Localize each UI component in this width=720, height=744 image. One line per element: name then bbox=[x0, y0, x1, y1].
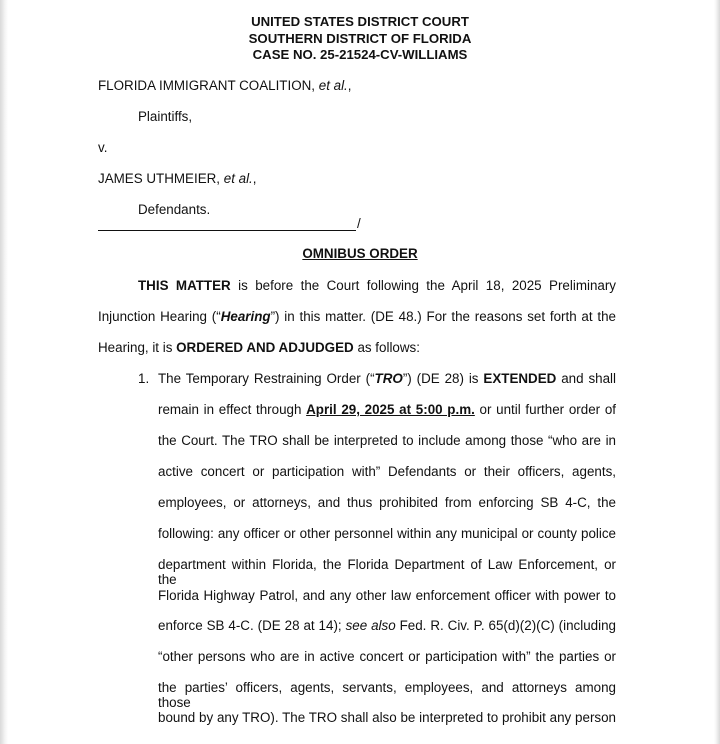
tro-term: TRO bbox=[374, 371, 403, 386]
defendant-line bbox=[98, 171, 257, 186]
item1-line-9 bbox=[158, 618, 616, 633]
defendant-tail: , bbox=[252, 171, 257, 186]
ordered-adjudged: ORDERED AND ADJUDGED bbox=[176, 340, 354, 355]
plaintiffs-label: Plaintiffs, bbox=[138, 109, 193, 124]
intro-text-3c: as follows: bbox=[353, 340, 420, 355]
item1-line-6: following: any officer or other personnel within any municipal or county police bbox=[158, 526, 616, 541]
expiry-date: April 29, 2025 at 5:00 p.m. bbox=[306, 402, 475, 417]
intro-line-3 bbox=[98, 340, 420, 355]
plaintiff-tail: , bbox=[347, 78, 352, 93]
item1-text-9c: Fed. R. Civ. P. 65(d)(2)(C) (including bbox=[395, 618, 616, 633]
district-name: SOUTHERN DISTRICT OF FLORIDA bbox=[248, 30, 472, 46]
plaintiff-line bbox=[98, 78, 352, 93]
see-also: see also bbox=[345, 618, 396, 633]
case-caption bbox=[0, 14, 720, 64]
item1-line-5: employees, or attorneys, and thus prohibited from enforcing SB 4-C, the bbox=[158, 495, 616, 510]
plaintiff-name: FLORIDA IMMIGRANT COALITION, bbox=[98, 78, 316, 93]
item1-text-9a: enforce SB 4-C. (DE 28 at 14); bbox=[158, 618, 346, 633]
intro-text-3a: Hearing, it is bbox=[98, 340, 177, 355]
court-name: UNITED STATES DISTRICT COURT bbox=[251, 14, 469, 29]
defendant-name: JAMES UTHMEIER, bbox=[98, 171, 221, 186]
caption-rule bbox=[98, 230, 356, 231]
hearing-term: Hearing bbox=[220, 309, 271, 324]
plaintiff-etal: et al. bbox=[318, 78, 348, 93]
intro-text-2a: Injunction Hearing (“ bbox=[98, 309, 221, 324]
intro-text-1: is before the Court following the April 18, 2025 Preliminary bbox=[230, 278, 617, 293]
this-matter: THIS MATTER bbox=[138, 278, 231, 293]
item1-text-1c: ”) (DE 28) is bbox=[402, 371, 484, 386]
item-number-1: 1. bbox=[138, 371, 150, 386]
item1-line-7: department within Florida, the Florida Department of Law Enforcement, or the bbox=[158, 557, 616, 587]
item1-line-3: the Court. The TRO shall be interpreted to include among those “who are in bbox=[158, 433, 616, 448]
intro-line-2 bbox=[98, 309, 616, 324]
item1-line-10: “other persons who are in active concert or participation with” the parties or bbox=[158, 649, 616, 664]
item1-text-2c: or until further order of bbox=[474, 402, 616, 417]
case-number: CASE NO. 25-21524-CV-WILLIAMS bbox=[252, 47, 468, 62]
caption-slash: / bbox=[357, 216, 361, 231]
item1-line-11: the parties’ officers, agents, servants, employees, and attorneys among those bbox=[158, 680, 616, 710]
intro-line-1 bbox=[138, 278, 616, 293]
defendants-label: Defendants. bbox=[138, 202, 211, 217]
versus: v. bbox=[98, 140, 108, 155]
item1-line-8: Florida Highway Patrol, and any other law enforcement officer with power to bbox=[158, 588, 616, 603]
extended-term: EXTENDED bbox=[483, 371, 557, 386]
item1-line-4: active concert or participation with” Defendants or their officers, agents, bbox=[158, 464, 616, 479]
item1-line-12: bound by any TRO). The TRO shall also be interpreted to prohibit any person bbox=[158, 710, 616, 725]
intro-text-2c: ”) in this matter. (DE 48.) For the reasons set forth at the bbox=[270, 309, 616, 324]
item1-text-2a: remain in effect through bbox=[158, 402, 307, 417]
item1-text-1a: The Temporary Restraining Order (“ bbox=[158, 371, 375, 386]
item1-line-1 bbox=[158, 371, 616, 386]
item1-text-1e: and shall bbox=[556, 371, 617, 386]
defendant-etal: et al. bbox=[223, 171, 253, 186]
order-title: OMNIBUS ORDER bbox=[302, 246, 418, 261]
item1-line-2 bbox=[158, 402, 616, 417]
